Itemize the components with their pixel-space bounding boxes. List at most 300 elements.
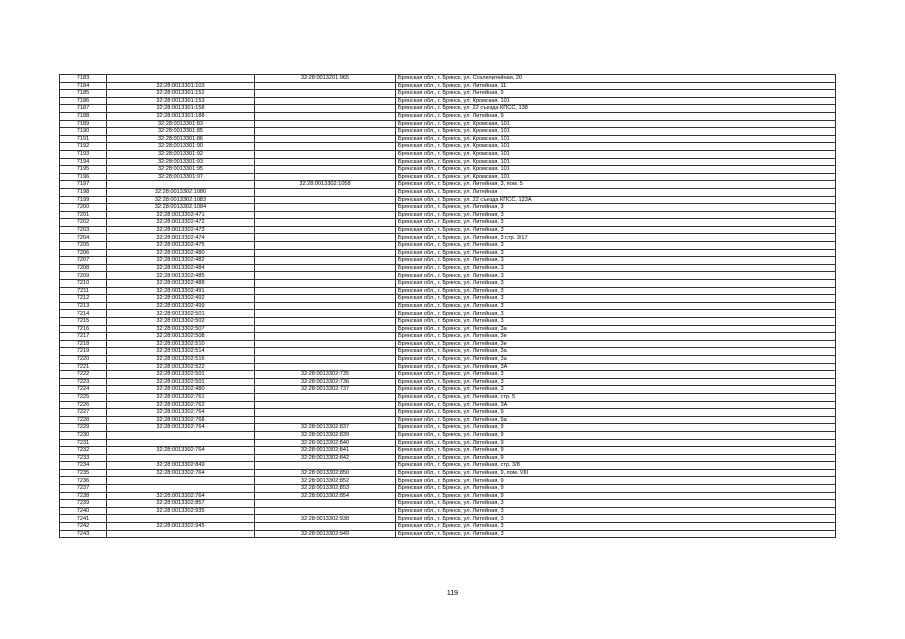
cadastral-number-cell: [107, 439, 255, 447]
row-number-cell: 7183: [60, 75, 107, 83]
cadastral-number-cell: 32:28:0013302:510: [107, 340, 255, 348]
cadastral-number-cell: 32:28:0013302:764: [107, 409, 255, 417]
cadastral-number-cell: 32:28:0013302:480: [107, 386, 255, 394]
cadastral-number-cell: 32:28:0013302:499: [107, 302, 255, 310]
table-row: [60, 386, 836, 394]
address-cell: Брянская обл., г. Брянск, ул. Литейная, 3: [396, 226, 836, 234]
cadastral-number-cell: [107, 530, 255, 538]
table-row: [60, 196, 836, 204]
address-cell: Брянская обл., г. Брянск, ул. Кромская, 101: [396, 143, 836, 151]
table-row: [60, 310, 836, 318]
address-cell: Брянская обл., г. Брянск, ул. Кромская, 101: [396, 150, 836, 158]
object-cadastral-number-cell: [255, 393, 396, 401]
cadastral-number-cell: 32:28:0013302:514: [107, 348, 255, 356]
object-cadastral-number-cell: [255, 242, 396, 250]
address-cell: Брянская обл., г. Брянск, ул. Литейная, 9: [396, 439, 836, 447]
address-cell: Брянская обл., г. Брянск, ул. Кромская, 101: [396, 158, 836, 166]
address-cell: Брянская обл., г. Брянск, ул. Литейная, 3: [396, 287, 836, 295]
table-row: [60, 272, 836, 280]
row-number-cell: 7224: [60, 386, 107, 394]
object-cadastral-number-cell: [255, 409, 396, 417]
row-number-cell: 7205: [60, 242, 107, 250]
table-row: [60, 226, 836, 234]
address-cell: Брянская обл., г. Брянск, ул. Литейная, 3: [396, 507, 836, 515]
address-cell: Брянская обл., г. Брянск, ул. Литейная, 11: [396, 82, 836, 90]
cadastral-number-cell: 32:28:0013301:86: [107, 135, 255, 143]
object-cadastral-number-cell: 32:28:0013302:949: [255, 530, 396, 538]
cadastral-number-cell: 32:28:0013301:93: [107, 158, 255, 166]
table-row: [60, 150, 836, 158]
object-cadastral-number-cell: [255, 105, 396, 113]
registry-table: [59, 74, 836, 538]
table-row: [60, 363, 836, 371]
cadastral-number-cell: 32:28:0013302:501: [107, 310, 255, 318]
row-number-cell: 7228: [60, 416, 107, 424]
row-number-cell: 7206: [60, 249, 107, 257]
row-number-cell: 7190: [60, 128, 107, 136]
cadastral-number-cell: 32:28:0013302:475: [107, 242, 255, 250]
object-cadastral-number-cell: [255, 112, 396, 120]
object-cadastral-number-cell: [255, 302, 396, 310]
table-row: [60, 371, 836, 379]
row-number-cell: 7212: [60, 295, 107, 303]
row-number-cell: 7223: [60, 378, 107, 386]
table-row: [60, 378, 836, 386]
table-row: [60, 500, 836, 508]
row-number-cell: 7234: [60, 462, 107, 470]
object-cadastral-number-cell: 32:28:0013302:840: [255, 439, 396, 447]
object-cadastral-number-cell: [255, 355, 396, 363]
table-row: [60, 234, 836, 242]
cadastral-number-cell: 32:28:0013302:471: [107, 211, 255, 219]
cadastral-number-cell: [107, 454, 255, 462]
cadastral-number-cell: 32:28:0013302:857: [107, 500, 255, 508]
cadastral-number-cell: 32:28:0013301:152: [107, 90, 255, 98]
cadastral-number-cell: 32:28:0013302:761: [107, 393, 255, 401]
table-row: [60, 287, 836, 295]
row-number-cell: 7233: [60, 454, 107, 462]
row-number-cell: 7232: [60, 447, 107, 455]
row-number-cell: 7185: [60, 90, 107, 98]
address-cell: Брянская обл., г. Брянск, ул. Литейная, 3а: [396, 325, 836, 333]
table-row: [60, 97, 836, 105]
cadastral-number-cell: 32:28:0013302:522: [107, 363, 255, 371]
table-row: [60, 325, 836, 333]
table-row: [60, 120, 836, 128]
object-cadastral-number-cell: [255, 234, 396, 242]
row-number-cell: 7240: [60, 507, 107, 515]
address-cell: Брянская обл., г. Брянск, ул. Литейная, 9: [396, 492, 836, 500]
cadastral-number-cell: 32:28:0013302:849: [107, 462, 255, 470]
row-number-cell: 7243: [60, 530, 107, 538]
cadastral-number-cell: 32:28:0013302:507: [107, 325, 255, 333]
object-cadastral-number-cell: 32:28:0013302:735: [255, 371, 396, 379]
cadastral-number-cell: 32:28:0013301:153: [107, 97, 255, 105]
row-number-cell: 7235: [60, 469, 107, 477]
table-row: [60, 105, 836, 113]
cadastral-number-cell: [107, 431, 255, 439]
address-cell: Брянская обл., г. Брянск, ул. Литейная, 9: [396, 454, 836, 462]
address-cell: Брянская обл., г. Брянск, ул. Литейная, 3е: [396, 333, 836, 341]
row-number-cell: 7211: [60, 287, 107, 295]
cadastral-number-cell: 32:28:0013301:85: [107, 128, 255, 136]
row-number-cell: 7210: [60, 280, 107, 288]
address-cell: Брянская обл., г. Брянск, ул. Литейная, 3: [396, 257, 836, 265]
address-cell: Брянская обл., г. Брянск, ул. Кромская, 101: [396, 135, 836, 143]
object-cadastral-number-cell: [255, 401, 396, 409]
object-cadastral-number-cell: [255, 90, 396, 98]
object-cadastral-number-cell: [255, 363, 396, 371]
table-row: [60, 477, 836, 485]
row-number-cell: 7218: [60, 340, 107, 348]
address-cell: Брянская обл., г. Брянск, ул. Литейная, 3: [396, 204, 836, 212]
row-number-cell: 7193: [60, 150, 107, 158]
object-cadastral-number-cell: 32:28:0013302:853: [255, 485, 396, 493]
address-cell: Брянская обл., г. Брянск, ул. Литейная, 3а: [396, 355, 836, 363]
table-row: [60, 507, 836, 515]
table-row: [60, 188, 836, 196]
object-cadastral-number-cell: [255, 211, 396, 219]
row-number-cell: 7207: [60, 257, 107, 265]
object-cadastral-number-cell: [255, 135, 396, 143]
object-cadastral-number-cell: 32:28:0013302:839: [255, 431, 396, 439]
row-number-cell: 7194: [60, 158, 107, 166]
object-cadastral-number-cell: [255, 264, 396, 272]
object-cadastral-number-cell: [255, 188, 396, 196]
row-number-cell: 7201: [60, 211, 107, 219]
cadastral-number-cell: 32:28:0013302:764: [107, 469, 255, 477]
row-number-cell: 7202: [60, 219, 107, 227]
row-number-cell: 7204: [60, 234, 107, 242]
address-cell: Брянская обл., г. Брянск, ул. Кромская, 101: [396, 166, 836, 174]
address-cell: Брянская обл., г. Брянск, ул. Кромская, 101: [396, 120, 836, 128]
cadastral-number-cell: 32:28:0013301:188: [107, 112, 255, 120]
object-cadastral-number-cell: 32:28:0013302:938: [255, 515, 396, 523]
object-cadastral-number-cell: [255, 318, 396, 326]
table-row: [60, 166, 836, 174]
table-row: [60, 249, 836, 257]
row-number-cell: 7203: [60, 226, 107, 234]
object-cadastral-number-cell: [255, 416, 396, 424]
table-row: [60, 424, 836, 432]
object-cadastral-number-cell: [255, 523, 396, 531]
address-cell: Брянская обл., г. Брянск, ул. Литейная, 9: [396, 90, 836, 98]
row-number-cell: 7198: [60, 188, 107, 196]
table-row: [60, 158, 836, 166]
row-number-cell: 7209: [60, 272, 107, 280]
table-row: [60, 219, 836, 227]
address-cell: Брянская обл., г. Брянск, ул. Литейная, 3А: [396, 401, 836, 409]
cadastral-number-cell: 32:28:0013302:764: [107, 447, 255, 455]
object-cadastral-number-cell: 32:28:0013302:736: [255, 378, 396, 386]
row-number-cell: 7225: [60, 393, 107, 401]
object-cadastral-number-cell: 32:28:0013302:837: [255, 424, 396, 432]
object-cadastral-number-cell: [255, 219, 396, 227]
table-row: [60, 143, 836, 151]
row-number-cell: 7236: [60, 477, 107, 485]
row-number-cell: 7241: [60, 515, 107, 523]
object-cadastral-number-cell: 32:28:0013302:854: [255, 492, 396, 500]
object-cadastral-number-cell: [255, 196, 396, 204]
table-row: [60, 128, 836, 136]
row-number-cell: 7216: [60, 325, 107, 333]
address-cell: Брянская обл., г. Брянск, ул. Литейная, 9: [396, 485, 836, 493]
address-cell: Брянская обл., г. Брянск, ул. Литейная, 3: [396, 249, 836, 257]
object-cadastral-number-cell: [255, 158, 396, 166]
table-row: [60, 295, 836, 303]
object-cadastral-number-cell: [255, 507, 396, 515]
table-row: [60, 439, 836, 447]
table-row: [60, 280, 836, 288]
cadastral-number-cell: 32:28:0013301:90: [107, 143, 255, 151]
address-cell: Брянская обл., г. Брянск, ул. Литейная, 3: [396, 272, 836, 280]
row-number-cell: 7187: [60, 105, 107, 113]
table-row: [60, 135, 836, 143]
object-cadastral-number-cell: [255, 348, 396, 356]
cadastral-number-cell: 32:28:0013302:1083: [107, 196, 255, 204]
address-cell: Брянская обл., г. Брянск, ул. Кромская, 101: [396, 128, 836, 136]
address-cell: Брянская обл., г. Брянск, ул. Кромская, 101: [396, 173, 836, 181]
cadastral-number-cell: 32:28:0013301:97: [107, 173, 255, 181]
row-number-cell: 7242: [60, 523, 107, 531]
table-row: [60, 416, 836, 424]
table-row: [60, 431, 836, 439]
address-cell: Брянская обл., г. Брянск, ул. Литейная, 9: [396, 424, 836, 432]
cadastral-number-cell: 32:28:0013302:501: [107, 371, 255, 379]
table-row: [60, 173, 836, 181]
row-number-cell: 7220: [60, 355, 107, 363]
object-cadastral-number-cell: [255, 280, 396, 288]
object-cadastral-number-cell: [255, 97, 396, 105]
object-cadastral-number-cell: [255, 272, 396, 280]
cadastral-number-cell: 32:28:0013302:1084: [107, 204, 255, 212]
table-row: [60, 90, 836, 98]
object-cadastral-number-cell: [255, 143, 396, 151]
address-cell: Брянская обл., г. Брянск, ул. 22 съезда КПСС, 138: [396, 105, 836, 113]
table-row: [60, 401, 836, 409]
cadastral-number-cell: [107, 485, 255, 493]
address-cell: Брянская обл., г. Брянск, ул. Литейная, 3: [396, 211, 836, 219]
table-row: [60, 302, 836, 310]
object-cadastral-number-cell: [255, 462, 396, 470]
table-row: [60, 318, 836, 326]
table-row: [60, 515, 836, 523]
row-number-cell: 7196: [60, 173, 107, 181]
object-cadastral-number-cell: [255, 150, 396, 158]
address-cell: Брянская обл., г. Брянск, ул. Литейная, стр. 3/8: [396, 462, 836, 470]
row-number-cell: 7188: [60, 112, 107, 120]
row-number-cell: 7195: [60, 166, 107, 174]
address-cell: Брянская обл., г. Брянск, ул. Литейная, 3: [396, 515, 836, 523]
object-cadastral-number-cell: [255, 257, 396, 265]
object-cadastral-number-cell: [255, 249, 396, 257]
table-row: [60, 181, 836, 189]
cadastral-number-cell: [107, 75, 255, 83]
row-number-cell: 7219: [60, 348, 107, 356]
row-number-cell: 7226: [60, 401, 107, 409]
table-row: [60, 333, 836, 341]
address-cell: Брянская обл., г. Брянск, ул. Сталелитейная, 20: [396, 75, 836, 83]
cadastral-number-cell: 32:28:0013302:945: [107, 523, 255, 531]
address-cell: Брянская обл., г. Брянск, ул. Литейная, 9, пом. VIII: [396, 469, 836, 477]
object-cadastral-number-cell: [255, 128, 396, 136]
cadastral-number-cell: 32:28:0013302:764: [107, 424, 255, 432]
cadastral-number-cell: 32:28:0013302:484: [107, 264, 255, 272]
table-row: [60, 485, 836, 493]
row-number-cell: 7189: [60, 120, 107, 128]
row-number-cell: 7221: [60, 363, 107, 371]
address-cell: Брянская обл., г. Брянск, ул. Кромская, 101: [396, 97, 836, 105]
row-number-cell: 7222: [60, 371, 107, 379]
table-row: [60, 355, 836, 363]
object-cadastral-number-cell: [255, 325, 396, 333]
table-row: [60, 469, 836, 477]
cadastral-number-cell: 32:28:0013302:516: [107, 355, 255, 363]
row-number-cell: 7229: [60, 424, 107, 432]
address-cell: Брянская обл., г. Брянск, ул. Литейная, 3: [396, 318, 836, 326]
object-cadastral-number-cell: [255, 82, 396, 90]
object-cadastral-number-cell: [255, 226, 396, 234]
cadastral-number-cell: 32:28:0013302:764: [107, 492, 255, 500]
table-row: [60, 242, 836, 250]
row-number-cell: 7215: [60, 318, 107, 326]
table-row: [60, 454, 836, 462]
row-number-cell: 7214: [60, 310, 107, 318]
object-cadastral-number-cell: [255, 295, 396, 303]
object-cadastral-number-cell: [255, 120, 396, 128]
address-cell: Брянская обл., г. Брянск, ул. Литейная, 3: [396, 242, 836, 250]
address-cell: Брянская обл., г. Брянск, ул. Литейная, 3: [396, 371, 836, 379]
cadastral-number-cell: 32:28:0013301:103: [107, 82, 255, 90]
object-cadastral-number-cell: 32:28:0013302:842: [255, 454, 396, 462]
row-number-cell: 7199: [60, 196, 107, 204]
address-cell: Брянская обл., г. Брянск, ул. Литейная, 9: [396, 112, 836, 120]
cadastral-number-cell: [107, 181, 255, 189]
table-row: [60, 409, 836, 417]
row-number-cell: 7230: [60, 431, 107, 439]
row-number-cell: 7184: [60, 82, 107, 90]
cadastral-number-cell: 32:28:0013302:474: [107, 234, 255, 242]
cadastral-number-cell: 32:28:0013301:158: [107, 105, 255, 113]
table-row: [60, 340, 836, 348]
cadastral-number-cell: 32:28:0013302:768: [107, 416, 255, 424]
address-cell: Брянская обл., г. Брянск, ул. Литейная, 3е: [396, 340, 836, 348]
cadastral-number-cell: 32:28:0013302:491: [107, 287, 255, 295]
object-cadastral-number-cell: [255, 333, 396, 341]
row-number-cell: 7213: [60, 302, 107, 310]
cadastral-number-cell: 32:28:0013302:480: [107, 249, 255, 257]
address-cell: Брянская обл., г. Брянск, ул. Литейная, 3 стр. 3/17: [396, 234, 836, 242]
object-cadastral-number-cell: 32:28:0013302:850: [255, 469, 396, 477]
table-row: [60, 523, 836, 531]
row-number-cell: 7197: [60, 181, 107, 189]
object-cadastral-number-cell: 32:28:0013302:841: [255, 447, 396, 455]
address-cell: Брянская обл., г. Брянск, ул. Литейная, 3: [396, 386, 836, 394]
row-number-cell: 7191: [60, 135, 107, 143]
address-cell: Брянская обл., г. Брянск, ул. Литейная, 9: [396, 431, 836, 439]
cadastral-number-cell: 32:28:0013301:95: [107, 166, 255, 174]
page-number: 119: [446, 590, 459, 597]
object-cadastral-number-cell: 32:28:0013302:1058: [255, 181, 396, 189]
address-cell: Брянская обл., г. Брянск, ул. Литейная, 3: [396, 500, 836, 508]
cadastral-number-cell: 32:28:0013302:492: [107, 295, 255, 303]
table-row: [60, 112, 836, 120]
cadastral-number-cell: 32:28:0013302:935: [107, 507, 255, 515]
cadastral-number-cell: 32:28:0013302:473: [107, 226, 255, 234]
cadastral-number-cell: 32:28:0013302:762: [107, 401, 255, 409]
address-cell: Брянская обл., г. Брянск, ул. Литейная: [396, 188, 836, 196]
cadastral-number-cell: 32:28:0013302:508: [107, 333, 255, 341]
table-row: [60, 447, 836, 455]
table-row: [60, 75, 836, 83]
table-row: [60, 530, 836, 538]
table-row: [60, 348, 836, 356]
registry-table-body: [60, 75, 836, 538]
address-cell: Брянская обл., г. Брянск, ул. Литейная, 3: [396, 530, 836, 538]
address-cell: Брянская обл., г. Брянск, ул. Литейная, 3: [396, 264, 836, 272]
address-cell: Брянская обл., г. Брянск, ул. Литейная, 3: [396, 219, 836, 227]
object-cadastral-number-cell: [255, 287, 396, 295]
address-cell: Брянская обл., г. Брянск, ул. Литейная, 3: [396, 310, 836, 318]
address-cell: Брянская обл., г. Брянск, ул. Литейная, стр. 5: [396, 393, 836, 401]
address-cell: Брянская обл., г. Брянск, ул. Литейная, 9: [396, 447, 836, 455]
address-cell: Брянская обл., г. Брянск, ул. Литейная, 3а: [396, 348, 836, 356]
object-cadastral-number-cell: [255, 166, 396, 174]
row-number-cell: 7238: [60, 492, 107, 500]
row-number-cell: 7217: [60, 333, 107, 341]
cadastral-number-cell: 32:28:0013302:501: [107, 378, 255, 386]
table-row: [60, 211, 836, 219]
object-cadastral-number-cell: [255, 310, 396, 318]
cadastral-number-cell: 32:28:0013302:502: [107, 318, 255, 326]
address-cell: Брянская обл., г. Брянск, ул. 22 съезда КПСС, 123А: [396, 196, 836, 204]
table-row: [60, 393, 836, 401]
row-number-cell: 7208: [60, 264, 107, 272]
table-row: [60, 264, 836, 272]
address-cell: Брянская обл., г. Брянск, ул. Литейная, 3: [396, 280, 836, 288]
address-cell: Брянская обл., г. Брянск, ул. Литейная, 9: [396, 409, 836, 417]
cadastral-number-cell: 32:28:0013302:485: [107, 272, 255, 280]
address-cell: Брянская обл., г. Брянск, ул. Литейная, 3: [396, 523, 836, 531]
cadastral-number-cell: 32:28:0013302:1080: [107, 188, 255, 196]
address-cell: Брянская обл., г. Брянск, ул. Литейная, 9: [396, 477, 836, 485]
row-number-cell: 7186: [60, 97, 107, 105]
row-number-cell: 7192: [60, 143, 107, 151]
table-row: [60, 82, 836, 90]
row-number-cell: 7231: [60, 439, 107, 447]
cadastral-number-cell: [107, 477, 255, 485]
cadastral-number-cell: 32:28:0013302:472: [107, 219, 255, 227]
row-number-cell: 7200: [60, 204, 107, 212]
address-cell: Брянская обл., г. Брянск, ул. Литейная, 3: [396, 302, 836, 310]
object-cadastral-number-cell: 32:28:0013302:737: [255, 386, 396, 394]
object-cadastral-number-cell: [255, 204, 396, 212]
cadastral-number-cell: 32:28:0013301:83: [107, 120, 255, 128]
object-cadastral-number-cell: 32:28:0013302:852: [255, 477, 396, 485]
cadastral-number-cell: 32:28:0013302:488: [107, 280, 255, 288]
address-cell: Брянская обл., г. Брянск, ул. Литейная, 3А: [396, 363, 836, 371]
table-row: [60, 462, 836, 470]
address-cell: Брянская обл., г. Брянск, ул. Литейная, 3: [396, 295, 836, 303]
row-number-cell: 7237: [60, 485, 107, 493]
table-row: [60, 204, 836, 212]
table-row: [60, 257, 836, 265]
object-cadastral-number-cell: [255, 500, 396, 508]
row-number-cell: 7239: [60, 500, 107, 508]
table-row: [60, 492, 836, 500]
cadastral-number-cell: 32:28:0013301:92: [107, 150, 255, 158]
cadastral-number-cell: 32:28:0013302:482: [107, 257, 255, 265]
